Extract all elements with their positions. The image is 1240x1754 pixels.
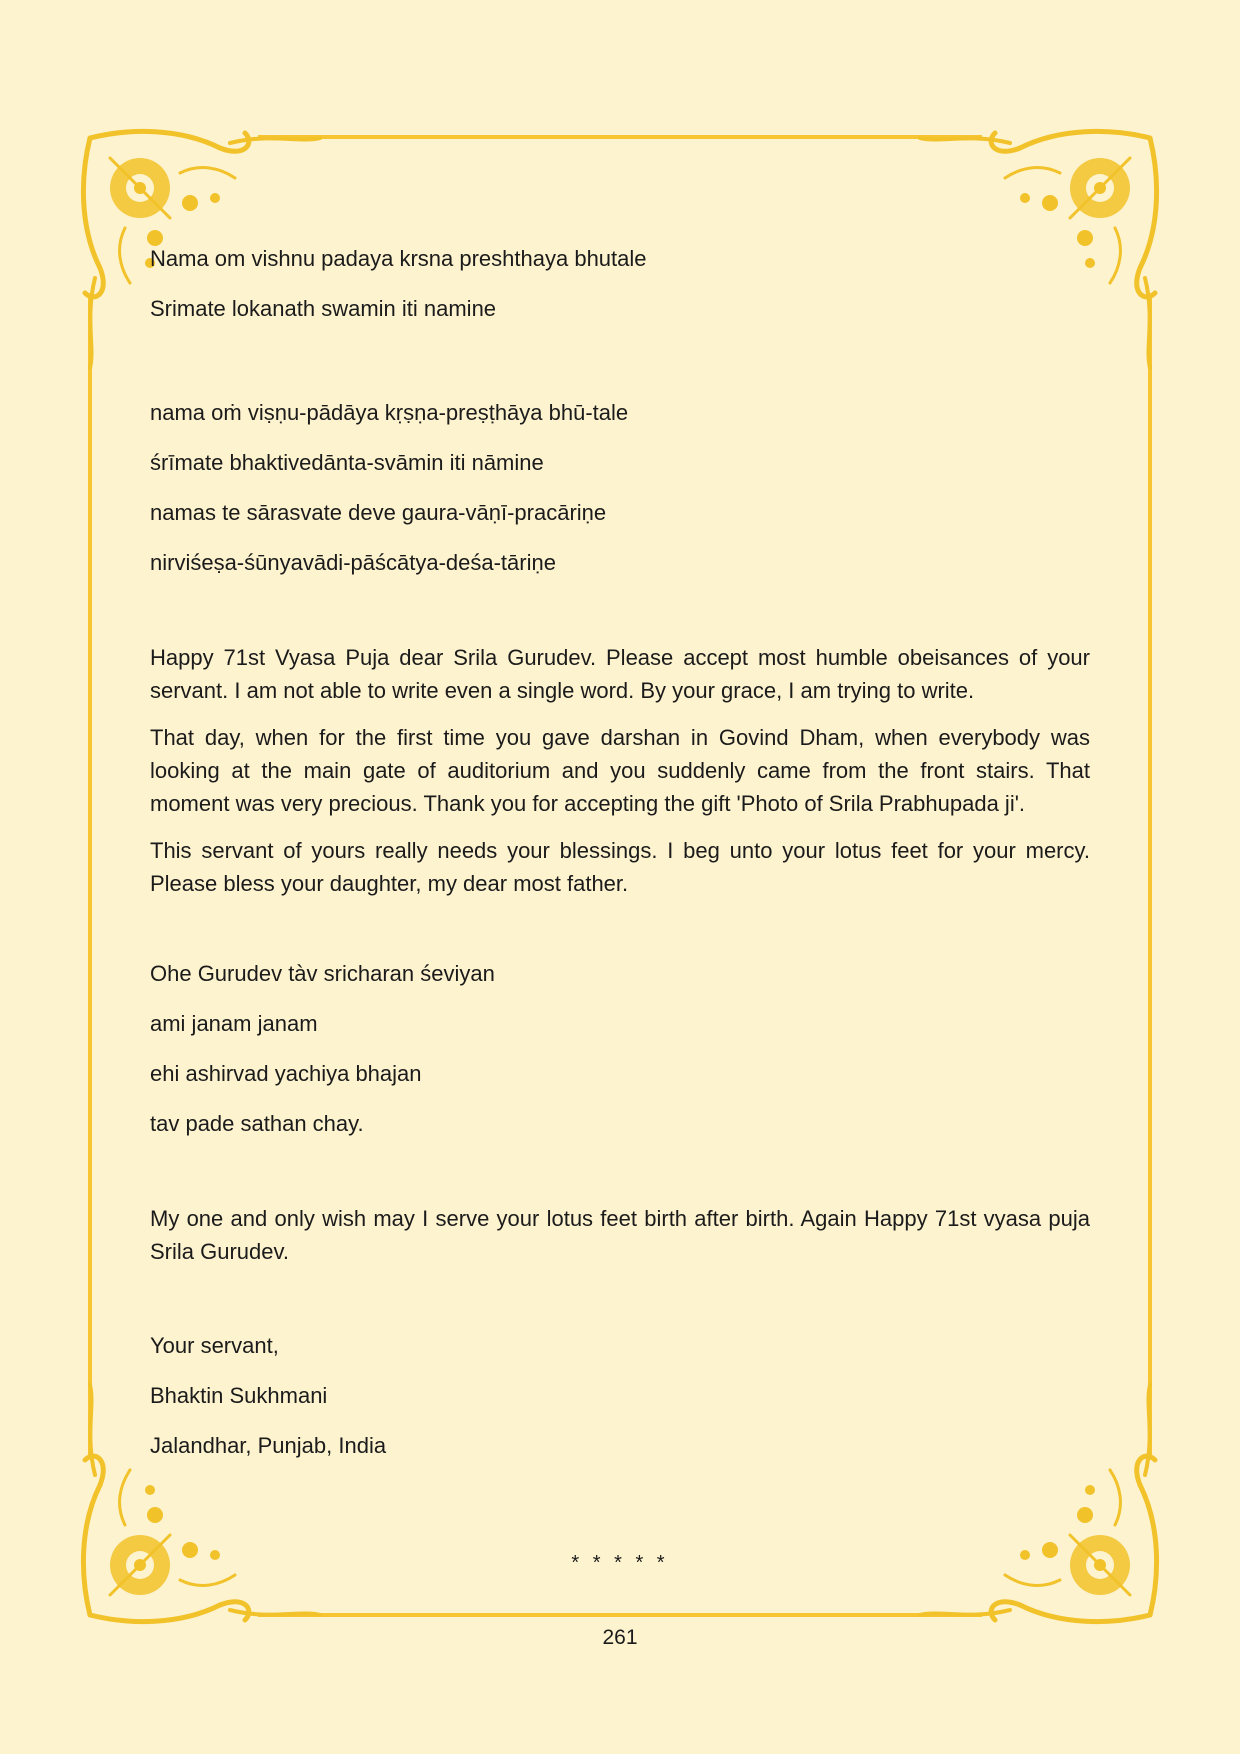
verse-line: ehi ashirvad yachiya bhajan	[150, 1061, 422, 1086]
signature-location: Jalandhar, Punjab, India	[150, 1433, 387, 1458]
letter-body	[150, 245, 1090, 1488]
verse-line: nirviśeṣa-śūnyavādi-pāścātya-deśa-tāriṇe	[150, 550, 556, 575]
invocation-english	[150, 245, 1090, 323]
song-verse	[150, 960, 1090, 1138]
letter-paragraphs	[150, 641, 1090, 900]
closing-block	[150, 1202, 1090, 1268]
paragraph: Happy 71st Vyasa Puja dear Srila Gurudev. Please accept most humble obeisances of your servant. I am not able to write even a single word. By your grace, I am trying to write.	[150, 645, 1090, 703]
signature-block	[150, 1332, 1090, 1460]
closing-paragraph: My one and only wish may I serve your lotus feet birth after birth. Again Happy 71st vyasa puja Srila Gurudev.	[150, 1206, 1090, 1264]
verse-line: namas te sārasvate deve gaura-vāṇī-pracāriṇe	[150, 500, 607, 525]
signature-salutation: Your servant,	[150, 1333, 279, 1358]
verse-line: ami janam janam	[150, 1011, 318, 1036]
invocation-sanskrit	[150, 399, 1090, 577]
section-separator: * * * * *	[571, 1552, 669, 1574]
verse-line: Nama om vishnu padaya krsna preshthaya bhutale	[150, 246, 647, 271]
verse-line: śrīmate bhaktivedānta-svāmin iti nāmine	[150, 450, 544, 475]
verse-line: Ohe Gurudev tàv sricharan śeviyan	[150, 961, 495, 986]
paragraph: That day, when for the first time you gave darshan in Govind Dham, when everybody was looking at the main gate of auditorium and you suddenly came from the front stairs. That moment was very precious. Thank you for accepting the gift 'Photo of Srila Prabhupada ji'.	[150, 725, 1090, 816]
signature-name: Bhaktin Sukhmani	[150, 1383, 328, 1408]
page-number: 261	[602, 1626, 638, 1649]
paragraph: This servant of yours really needs your blessings. I beg unto your lotus feet for your mercy. Please bless your daughter, my dear most father.	[150, 838, 1090, 896]
verse-line: nama oṁ viṣṇu-pādāya kṛṣṇa-preṣṭhāya bhū-tale	[150, 400, 629, 425]
verse-line: tav pade sathan chay.	[150, 1111, 364, 1136]
verse-line: Srimate lokanath swamin iti namine	[150, 296, 497, 321]
